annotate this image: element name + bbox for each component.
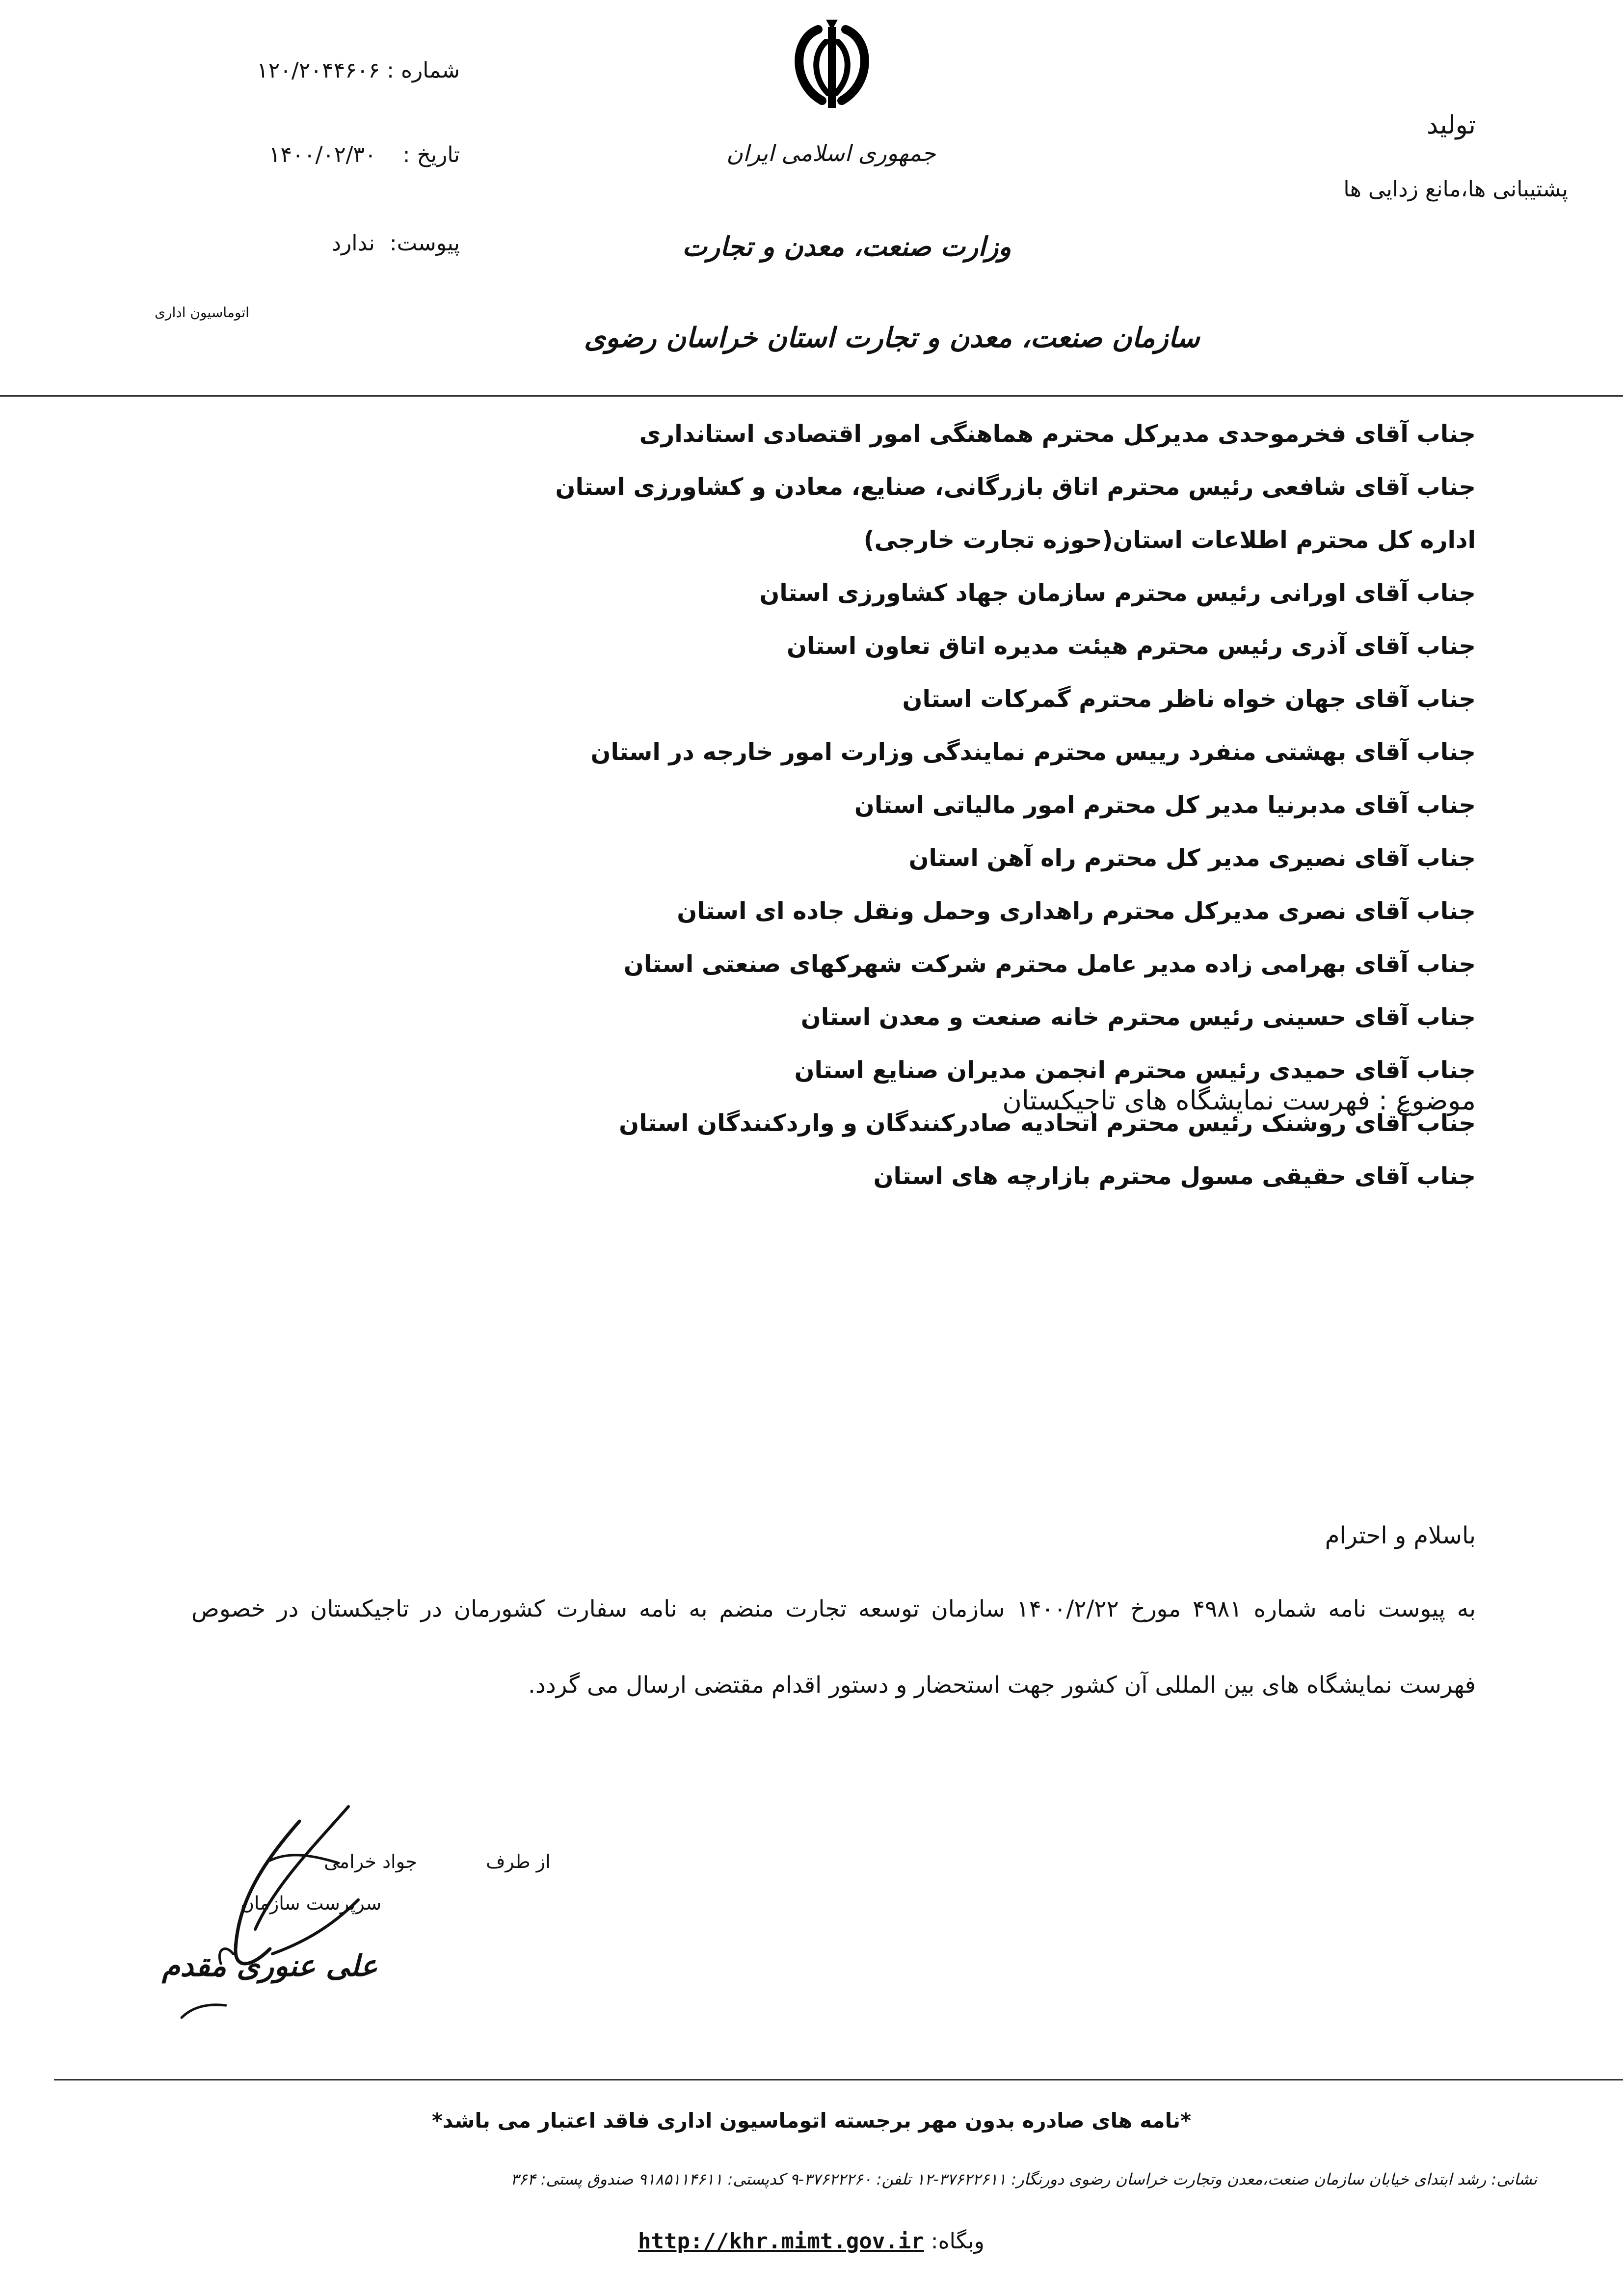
salutation: باسلام و احترام [1325,1522,1476,1549]
header-divider [0,395,1623,397]
letter-subject: موضوع : فهرست نمایشگاه های تاجیکستان [1002,1085,1476,1116]
letter-number-value: ۱۲۰/۲۰۴۴۶۰۶ [257,58,380,83]
department-line-2: پشتیبانی ها،مانع زدایی ها [1343,177,1568,202]
recipient-line: جناب آقای نصیری مدیر کل محترم راه آهن استان [908,844,1476,872]
recipient-line: جناب آقای فخرموحدی مدیرکل محترم هماهنگی امور اقتصادی استانداری [639,420,1476,448]
recipient-line: جناب آقای حسینی رئیس محترم خانه صنعت و معدن استان [800,1003,1476,1031]
recipient-line: جناب آقای اورانی رئیس محترم سازمان جهاد کشاورزی استان [759,579,1476,607]
signer-name: جواد خرامی [324,1851,417,1872]
website-link[interactable]: http://khr.mimt.gov.ir [638,2229,924,2254]
recipient-line: جناب آقای شافعی رئیس محترم اتاق بازرگانی، صنایع، معادن و کشاورزی استان [555,473,1476,501]
letter-attachment-label: پیوست: [389,231,460,256]
footer-divider [54,2079,1623,2080]
signature-on-behalf: از طرف [486,1851,551,1872]
handwritten-signature [152,1802,456,2027]
republic-name: جمهوری اسلامی ایران [726,140,936,166]
handwritten-signature-text: علی عنوری مقدم [162,1949,378,1983]
letter-date-label: تاریخ : [402,142,460,167]
recipient-line: جناب آقای جهان خواه ناظر محترم گمرکات استان [902,685,1476,713]
recipient-line: اداره کل محترم اطلاعات استان(حوزه تجارت خارجی) [863,526,1476,554]
ministry-name: وزارت صنعت، معدن و تجارت [682,231,1011,262]
letter-number [257,58,460,83]
recipient-line: جناب آقای بهشتی منفرد رییس محترم نمایندگی وزارت امور خارجه در استان [590,738,1476,766]
recipient-line: جناب آقای مدبرنیا مدیر کل محترم امور مالیاتی استان [854,791,1476,819]
recipient-line: جناب آقای حقیقی مسول محترم بازارچه های استان [873,1162,1476,1190]
footer-validity-note: *نامه های صادره بدون مهر برجسته اتوماسیون اداری فاقد اعتبار می باشد* [431,2108,1192,2133]
recipient-line: جناب آقای بهرامی زاده مدیر عامل محترم شرکت شهرکهای صنعتی استان [623,950,1476,978]
letter-number-label: شماره : [387,58,460,83]
letter-attachment [331,231,460,256]
signer-title: سرپرست سازمان [240,1892,382,1914]
letter-body: به پیوست نامه شماره ۴۹۸۱ مورخ ۱۴۰۰/۲/۲۲ سازمان توسعه تجارت منضم به نامه سفارت کشورمان در تاجیکستان در خصوص فهرست نمایشگاه های بین المللی آن کشور جهت استحضار و دستور اقدام مقتضی ارسال می گردد. [191,1595,1476,1699]
letter-date-value: ۱۴۰۰/۰۲/۳۰ [268,142,376,167]
recipient-line: جناب آقای روشنک رئیس محترم اتحادیه صادرکنندگان و واردکنندگان استان [619,1109,1476,1137]
organization-name: سازمان صنعت، معدن و تجارت استان خراسان رضوی [584,322,1200,354]
footer-website [638,2229,984,2254]
recipient-line: جناب آقای آذری رئیس محترم هیئت مدیره اتاق تعاون استان [786,632,1476,660]
footer-address: نشانی: رشد ابتدای خیابان سازمان صنعت،معدن وتجارت خراسان رضوی دورنگار: ۳۷۶۲۲۶۱۱-۱۲ تلفن: ۳۷۶۲۲۲۶۰-۹ کدپستی: ۹۱۸۵۱۱۴۶۱۱ صندوق پستی: ۳۶۴ [510,2170,1537,2188]
letter-date [269,142,460,167]
office-automation-label: اتوماسیون اداری [155,304,249,321]
department-line-1: تولید [1426,110,1476,140]
recipient-list [298,407,1476,1203]
iran-emblem-icon [783,20,881,113]
recipient-line: جناب آقای حمیدی رئیس محترم انجمن مدیران صنایع استان [794,1056,1476,1084]
letter-attachment-value: ندارد [331,231,375,256]
website-label: وبگاه: [931,2229,984,2254]
recipient-line: جناب آقای نصری مدیرکل محترم راهداری وحمل ونقل جاده ای استان [677,897,1476,925]
